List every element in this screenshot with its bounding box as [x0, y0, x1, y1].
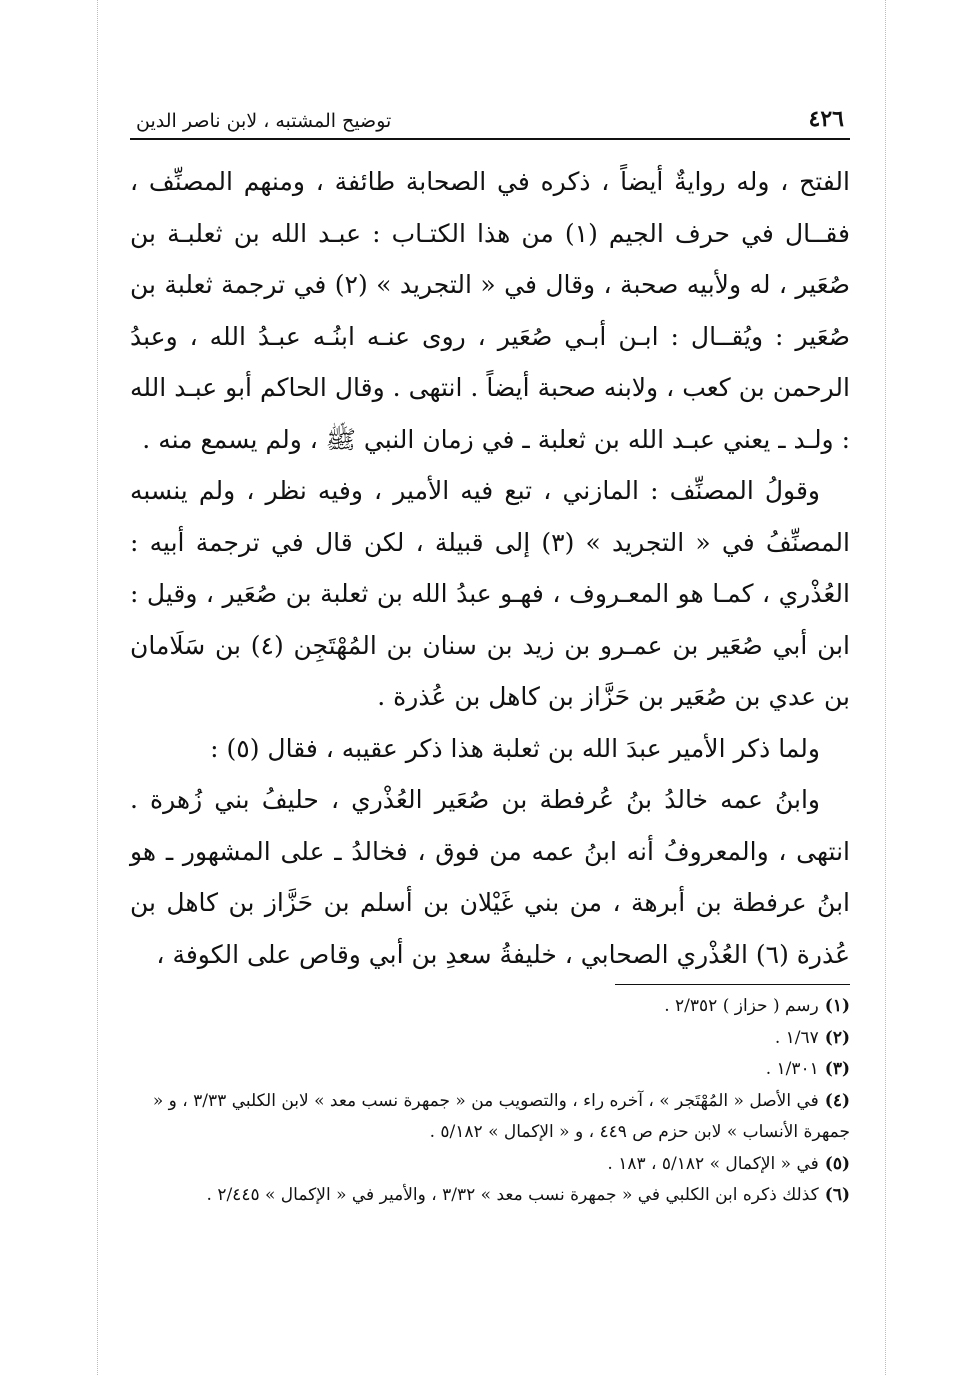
footnote — [130, 1086, 850, 1149]
running-title: توضيح المشتبه ، لابن ناصر الدين — [136, 110, 392, 132]
paragraph: وقولُ المصنِّف : المازني ، تبع فيه الأمير ، وفيه نظر ، ولم ينسبه المصنِّفُ في « التجريد » (٣) إلى قبيلة ، لكن قال في ترجمة أبيه : العُذْري ، كمـا هو المعـروف ، فهـو عبدُ الله بن ثعلبة بن صُعَير ، وقيل : ابن أبي صُعَير بن عمـرو بن زيد بن سنان بن المُهْتَجِن (٤) بن سَلَامان بن عدي بن صُعَير بن حَزَّاز بن كاهل بن عُذرة . — [130, 476, 851, 711]
footnote-text: رسم ( حزاز ) ٢/٣٥٢ . — [664, 996, 819, 1016]
footnote-text: في « الإكمال » ٥/١٨٢ ، ١٨٣ . — [607, 1153, 819, 1174]
paragraph: ولما ذكر الأمير عبدَ الله بن ثعلبة هذا ذكر عقيبه ، فقال (٥) : — [210, 733, 820, 763]
footnote-text: ١/٣٠١ . — [765, 1059, 819, 1079]
footnote — [130, 1180, 850, 1212]
footnote — [130, 1054, 850, 1086]
paragraph: الفتح ، وله روايةٌ أيضاً ، ذكره في الصحابة طائفة ، ومنهم المصنِّف ، فقــال في حرف الجيم (١) من هذا الكتـاب : عبـد الله بن ثعلبـة بن صُعَير ، له ولأبيه صحبة ، وقال في « التجريد » (٢) في ترجمة ثعلبة بن صُعَير : ويُقــال : ابـن أبـي صُعَير ، روى عنـه ابنُـه عبـدُ الله ، وعبدُ الرحمن بن كعب ، ولابنه صحبة أيضاً . انتهى . وقال الحاكم أبو عبـد الله : ولـد ـ يعني عبـد الله بن ثعلبة ـ في زمان النبي ﷺ ، ولم يسمع منه . — [130, 167, 850, 454]
footnote-number: (٥) — [824, 1153, 850, 1174]
right-margin-guide — [885, 0, 887, 1375]
footnote-separator — [615, 984, 850, 985]
footnote — [130, 1149, 850, 1181]
footnote-text: كذلك ذكره ابن الكلبي في « جمهرة نسب معد » ٣/٣٢ ، والأمير في « الإكمال » ٢/٤٤٥ . — [206, 1185, 819, 1205]
page-header — [130, 90, 850, 140]
footnote — [130, 991, 850, 1023]
footnote-number: (٢) — [824, 1027, 850, 1048]
footnotes — [130, 991, 850, 1212]
page-number: ٤٢٦ — [808, 106, 844, 132]
footnote-number: (٣) — [824, 1059, 850, 1079]
paragraph: وابنُ عمه خالدُ بنُ عُرفطة بن صُعَير العُذْري ، حليفُ بني زُهرة . انتهى ، والمعروفُ أنه ابنُ عمه من فوق ، فخالدُ ـ على المشهور ـ هو ابنُ عرفطة بن أبرهة ، من بني غَيْلان بن أسلم بن حَزَّاز بن كاهل بن عُذرة (٦) العُذْري الصحابي ، خليفةُ سعدِ بن أبي وقاص على الكوفة ، — [130, 785, 850, 969]
main-text — [130, 156, 850, 980]
book-page — [130, 90, 850, 1212]
footnote-number: (٤) — [824, 1090, 850, 1111]
footnote-number: (١) — [824, 996, 850, 1016]
footnote — [130, 1023, 850, 1055]
left-margin-guide — [97, 0, 99, 1375]
footnote-text: ١/٦٧ . — [774, 1027, 819, 1048]
footnote-number: (٦) — [824, 1185, 850, 1205]
footnote-text: في الأصل « المُهْتَجر » ، آخره راء ، والتصويب من « جمهرة نسب معد » لابن الكلبي ٣/٣٣ ، و « جمهرة الأنساب » لابن حزم ص ٤٤٩ ، و « الإكمال » ٥/١٨٢ . — [152, 1090, 850, 1142]
